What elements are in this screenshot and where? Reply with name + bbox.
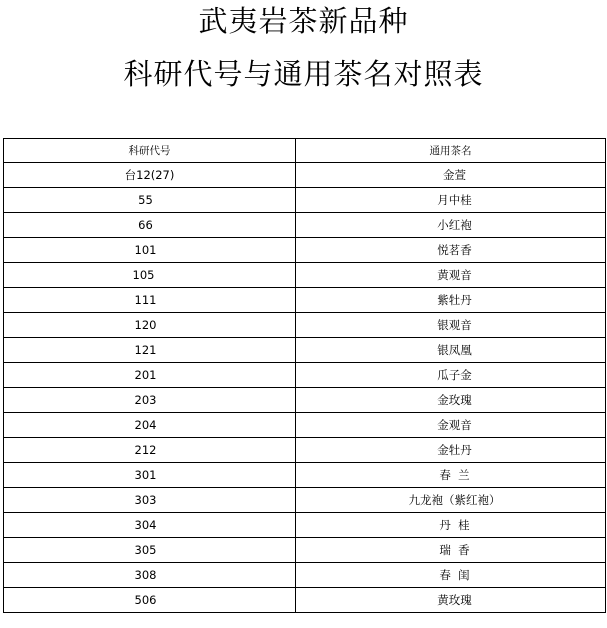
common-name-cell: 黄观音 — [296, 263, 606, 288]
research-code-cell: 台12(27) — [4, 163, 296, 188]
common-name-cell: 悦茗香 — [296, 238, 606, 263]
common-name-cell: 黄玫瑰 — [296, 588, 606, 613]
tea-code-table — [3, 138, 606, 613]
common-name-cell: 瓜子金 — [296, 363, 606, 388]
common-name-cell: 九龙袍（紫红袍） — [296, 488, 606, 513]
common-name-cell: 春 兰 — [296, 463, 606, 488]
common-name-cell: 紫牡丹 — [296, 288, 606, 313]
common-name-cell: 金牡丹 — [296, 438, 606, 463]
table-row — [4, 188, 606, 213]
table-row — [4, 363, 606, 388]
common-name-cell: 月中桂 — [296, 188, 606, 213]
research-code-cell: 105 — [4, 263, 296, 288]
research-code-cell: 204 — [4, 413, 296, 438]
table-row — [4, 213, 606, 238]
table-row — [4, 513, 606, 538]
table-row — [4, 563, 606, 588]
common-name-cell: 金玫瑰 — [296, 388, 606, 413]
table-header-row — [4, 139, 606, 163]
document-title-line-2: 科研代号与通用茶名对照表 — [123, 57, 484, 91]
table-row — [4, 338, 606, 363]
table-row — [4, 388, 606, 413]
research-code-cell: 55 — [4, 188, 296, 213]
research-code-cell: 506 — [4, 588, 296, 613]
table-row — [4, 463, 606, 488]
common-name-cell: 春 闺 — [296, 563, 606, 588]
research-code-cell: 301 — [4, 463, 296, 488]
table-row — [4, 588, 606, 613]
table-row — [4, 438, 606, 463]
common-name-cell: 小红袍 — [296, 213, 606, 238]
research-code-cell: 304 — [4, 513, 296, 538]
research-code-cell: 308 — [4, 563, 296, 588]
common-name-cell: 银观音 — [296, 313, 606, 338]
table-row — [4, 488, 606, 513]
table-row — [4, 238, 606, 263]
research-code-cell: 66 — [4, 213, 296, 238]
common-name-cell: 丹 桂 — [296, 513, 606, 538]
research-code-cell: 203 — [4, 388, 296, 413]
research-code-cell: 111 — [4, 288, 296, 313]
table-row — [4, 263, 606, 288]
table-row — [4, 413, 606, 438]
table-row — [4, 313, 606, 338]
table-row — [4, 288, 606, 313]
research-code-cell: 212 — [4, 438, 296, 463]
table-row — [4, 163, 606, 188]
table-row — [4, 538, 606, 563]
common-name-cell: 银凤凰 — [296, 338, 606, 363]
research-code-cell: 201 — [4, 363, 296, 388]
research-code-cell: 303 — [4, 488, 296, 513]
document-title-line-1: 武夷岩茶新品种 — [198, 4, 409, 38]
common-name-cell: 瑞 香 — [296, 538, 606, 563]
research-code-cell: 121 — [4, 338, 296, 363]
research-code-cell: 120 — [4, 313, 296, 338]
header-research-code: 科研代号 — [4, 139, 296, 163]
research-code-cell: 101 — [4, 238, 296, 263]
table-body — [4, 139, 606, 613]
common-name-cell: 金观音 — [296, 413, 606, 438]
common-name-cell: 金萱 — [296, 163, 606, 188]
research-code-cell: 305 — [4, 538, 296, 563]
header-common-name: 通用茶名 — [296, 139, 606, 163]
